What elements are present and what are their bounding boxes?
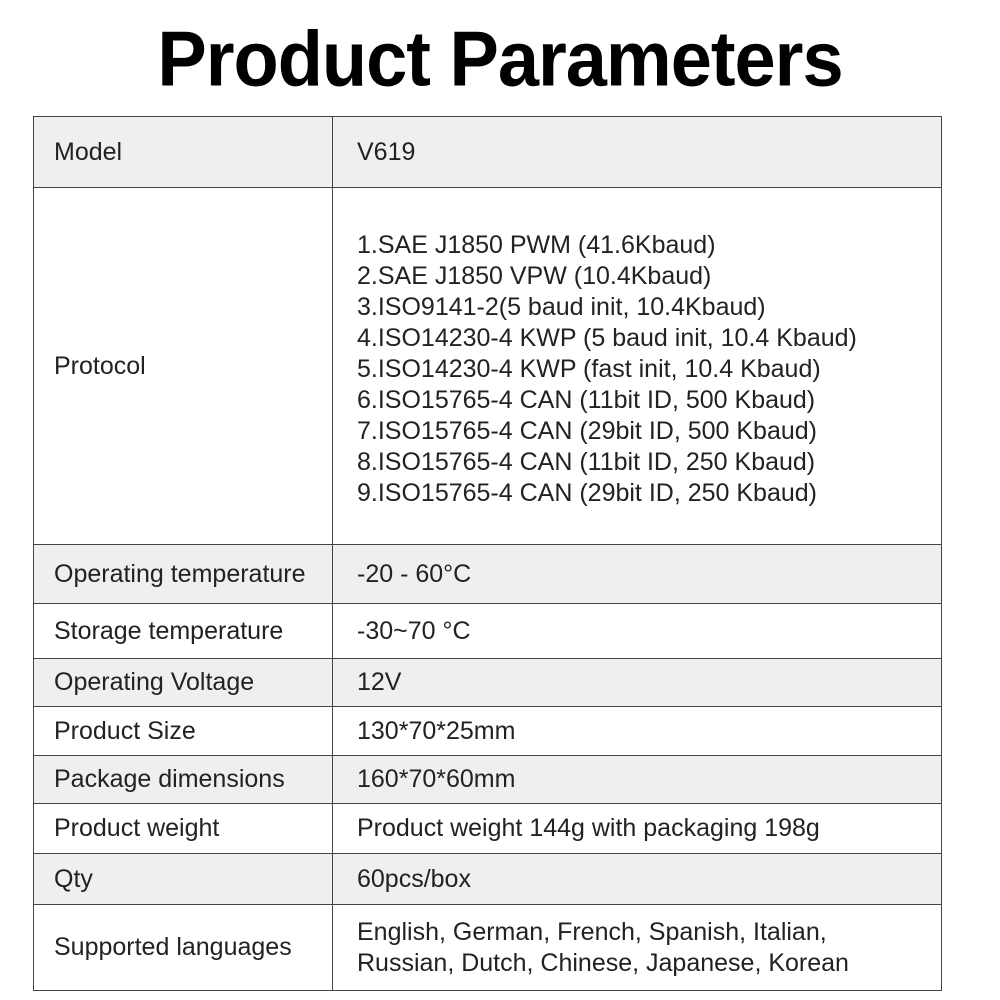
protocol-item: 7.ISO15765-4 CAN (29bit ID, 500 Kbaud) — [357, 416, 817, 445]
protocol-item: 5.ISO14230-4 KWP (fast init, 10.4 Kbaud) — [357, 354, 821, 383]
row-storage-temperature — [34, 604, 942, 659]
row-product-weight — [34, 804, 942, 854]
protocol-item: 4.ISO14230-4 KWP (5 baud init, 10.4 Kbaud) — [357, 323, 857, 352]
parameters-table — [33, 116, 942, 991]
operating-temperature-label: Operating temperature — [34, 545, 333, 604]
protocol-item: 3.ISO9141-2(5 baud init, 10.4Kbaud) — [357, 292, 766, 321]
package-dimensions-value: 160*70*60mm — [333, 756, 942, 804]
languages-line: English, German, French, Spanish, Italian, — [357, 917, 827, 946]
protocol-item: 8.ISO15765-4 CAN (11bit ID, 250 Kbaud) — [357, 447, 816, 476]
supported-languages-value — [333, 905, 942, 991]
qty-label: Qty — [34, 854, 333, 905]
storage-temperature-label: Storage temperature — [34, 604, 333, 659]
row-model — [34, 117, 942, 188]
row-product-size — [34, 707, 942, 756]
languages-line: Russian, Dutch, Chinese, Japanese, Korean — [357, 948, 849, 977]
supported-languages-label: Supported languages — [34, 905, 333, 991]
model-value: V619 — [333, 117, 942, 188]
product-weight-value: Product weight 144g with packaging 198g — [333, 804, 942, 854]
storage-temperature-value: -30~70 °C — [333, 604, 942, 659]
row-qty — [34, 854, 942, 905]
operating-temperature-value: -20 - 60°C — [333, 545, 942, 604]
row-supported-languages — [34, 905, 942, 991]
protocol-label: Protocol — [34, 188, 333, 545]
operating-voltage-label: Operating Voltage — [34, 659, 333, 707]
row-protocol — [34, 188, 942, 545]
row-operating-temperature — [34, 545, 942, 604]
model-label: Model — [34, 117, 333, 188]
product-weight-label: Product weight — [34, 804, 333, 854]
protocol-item: 1.SAE J1850 PWM (41.6Kbaud) — [357, 230, 716, 259]
qty-value: 60pcs/box — [333, 854, 942, 905]
operating-voltage-value: 12V — [333, 659, 942, 707]
protocol-item: 6.ISO15765-4 CAN (11bit ID, 500 Kbaud) — [357, 385, 816, 414]
protocol-item: 2.SAE J1850 VPW (10.4Kbaud) — [357, 261, 712, 290]
row-operating-voltage — [34, 659, 942, 707]
product-size-label: Product Size — [34, 707, 333, 756]
page-title: Product Parameters — [157, 14, 843, 103]
row-package-dimensions — [34, 756, 942, 804]
protocol-item: 9.ISO15765-4 CAN (29bit ID, 250 Kbaud) — [357, 478, 817, 507]
package-dimensions-label: Package dimensions — [34, 756, 333, 804]
product-size-value: 130*70*25mm — [333, 707, 942, 756]
protocol-list — [333, 188, 942, 545]
